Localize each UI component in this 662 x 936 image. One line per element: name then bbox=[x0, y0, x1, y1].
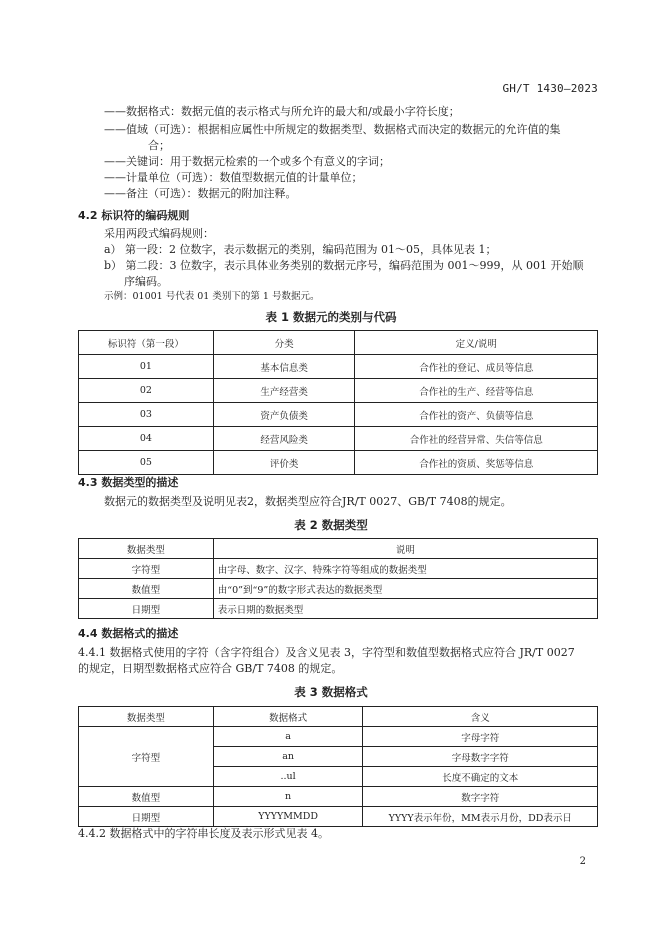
table3-header: 数据类型 bbox=[79, 707, 214, 727]
table-cell: 长度不确定的文本 bbox=[363, 767, 598, 787]
table3 bbox=[78, 706, 598, 827]
table-cell: 数字字符 bbox=[363, 787, 598, 807]
table-cell: 合作社的生产、经营等信息 bbox=[355, 379, 598, 403]
table-row bbox=[79, 427, 598, 451]
table3-header: 含义 bbox=[363, 707, 598, 727]
doc-id-header: GH/T 1430—2023 bbox=[502, 82, 598, 95]
table2-caption: 表 2 数据类型 bbox=[294, 518, 368, 532]
list-item: ——数据格式：数据元值的表示格式与所允许的最大和/或最小字符长度； bbox=[104, 105, 460, 118]
table1-caption: 表 1 数据元的类别与代码 bbox=[265, 310, 397, 324]
table-cell: 表示日期的数据类型 bbox=[213, 599, 597, 619]
table-row bbox=[79, 599, 598, 619]
table-cell: 基本信息类 bbox=[213, 355, 355, 379]
page-number: 2 bbox=[579, 856, 586, 867]
table-cell: 04 bbox=[79, 427, 214, 451]
table-cell: 经营风险类 bbox=[213, 427, 355, 451]
table-cell: 评价类 bbox=[213, 451, 355, 475]
table-cell: 字符型 bbox=[79, 727, 214, 787]
table3-header: 数据格式 bbox=[213, 707, 363, 727]
table-cell: 数值型 bbox=[79, 579, 214, 599]
list-item: ——关键词：用于数据元检索的一个或多个有意义的字词； bbox=[104, 155, 390, 168]
table1-header: 定义/说明 bbox=[355, 331, 598, 355]
table-row bbox=[79, 807, 598, 827]
table2-header: 数据类型 bbox=[79, 539, 214, 559]
section-heading-4-2: 4.2 标识符的编码规则 bbox=[78, 209, 190, 222]
table1 bbox=[78, 330, 598, 475]
table-cell: 日期型 bbox=[79, 807, 214, 827]
table-cell: YYYYMMDD bbox=[213, 807, 363, 827]
table-cell: 合作社的资产、负债等信息 bbox=[355, 403, 598, 427]
table1-header: 分类 bbox=[213, 331, 355, 355]
list-item-a: a） 第一段：2 位数字，表示数据元的类别，编码范围为 01～05，具体见表 1； bbox=[104, 243, 497, 256]
table1-header: 标识符（第一段） bbox=[79, 331, 214, 355]
table-cell: 由“0”到“9”的数字形式表达的数据类型 bbox=[213, 579, 597, 599]
table2-header: 说明 bbox=[213, 539, 597, 559]
table-cell: 字母字符 bbox=[363, 727, 598, 747]
table-cell: an bbox=[213, 747, 363, 767]
list-item-b: b） 第二段：3 位数字，表示具体业务类别的数据元序号，编码范围为 001～999，从 001 开始顺 bbox=[104, 259, 584, 272]
table2 bbox=[78, 538, 598, 619]
table-cell: a bbox=[213, 727, 363, 747]
list-item: ——计量单位（可选）：数值型数据元值的计量单位； bbox=[104, 171, 363, 184]
table-cell: 合作社的资质、奖惩等信息 bbox=[355, 451, 598, 475]
table-row bbox=[79, 787, 598, 807]
paragraph: 采用两段式编码规则： bbox=[104, 227, 214, 240]
example-note: 示例：01001 号代表 01 类别下的第 1 号数据元。 bbox=[104, 291, 320, 302]
section-heading-4-3: 4.3 数据类型的描述 bbox=[78, 476, 179, 489]
table-row bbox=[79, 403, 598, 427]
table-cell: 由字母、数字、汉字、特殊字符等组成的数据类型 bbox=[213, 559, 597, 579]
list-item-b-continuation: 序编码。 bbox=[124, 275, 168, 288]
section-heading-4-4: 4.4 数据格式的描述 bbox=[78, 627, 179, 640]
table-row bbox=[79, 727, 598, 747]
table-cell: 01 bbox=[79, 355, 214, 379]
table-row bbox=[79, 451, 598, 475]
paragraph: 4.4.1 数据格式使用的字符（含字符组合）及含义见表 3，字符型和数值型数据格式应符合 JR/T 0027 bbox=[78, 646, 575, 659]
table-cell: ..ul bbox=[213, 767, 363, 787]
list-item: ——值域（可选）：根据相应属性中所规定的数据类型、数据格式而决定的数据元的允许值的集 bbox=[104, 123, 561, 136]
table-cell: 数值型 bbox=[79, 787, 214, 807]
table-cell: 字符型 bbox=[79, 559, 214, 579]
table-cell: 合作社的经营异常、失信等信息 bbox=[355, 427, 598, 451]
table-cell: 日期型 bbox=[79, 599, 214, 619]
table-cell: 资产负债类 bbox=[213, 403, 355, 427]
paragraph: 数据元的数据类型及说明见表2，数据类型应符合JR/T 0027、GB/T 7408的规定。 bbox=[104, 495, 512, 508]
table-cell: 合作社的登记、成员等信息 bbox=[355, 355, 598, 379]
table-row bbox=[79, 355, 598, 379]
table-cell: 03 bbox=[79, 403, 214, 427]
table-cell: n bbox=[213, 787, 363, 807]
table-cell: YYYY表示年份，MM表示月份，DD表示日 bbox=[363, 807, 598, 827]
table-cell: 05 bbox=[79, 451, 214, 475]
table3-caption: 表 3 数据格式 bbox=[294, 685, 368, 699]
table-row bbox=[79, 379, 598, 403]
list-item: ——备注（可选）：数据元的附加注释。 bbox=[104, 187, 297, 200]
table-cell: 02 bbox=[79, 379, 214, 403]
list-item-continuation: 合； bbox=[148, 139, 170, 152]
table-row bbox=[79, 579, 598, 599]
paragraph: 4.4.2 数据格式中的字符串长度及表示形式见表 4。 bbox=[78, 827, 329, 840]
table-cell: 生产经营类 bbox=[213, 379, 355, 403]
table-row bbox=[79, 559, 598, 579]
table-cell: 字母数字字符 bbox=[363, 747, 598, 767]
paragraph: 的规定，日期型数据格式应符合 GB/T 7408 的规定。 bbox=[78, 662, 343, 675]
